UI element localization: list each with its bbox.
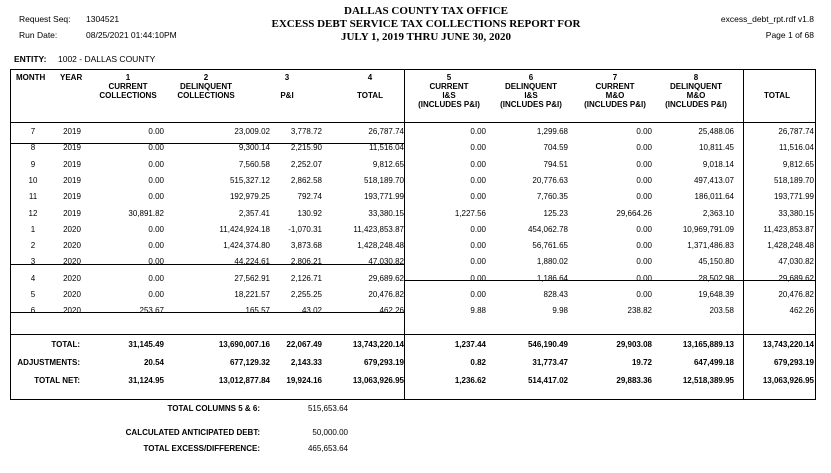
total-cols56-label: TOTAL COLUMNS 5 & 6: [167, 404, 260, 413]
cell-p-and-i: 2,215.90 [290, 143, 322, 153]
cell-current-mo: 0.00 [636, 192, 652, 202]
total-current-collections: 20.54 [143, 358, 164, 367]
total-delinquent-collections: 13,012,877.84 [218, 376, 270, 385]
total-p-and-i: 2,143.33 [290, 358, 322, 367]
report-period: JULY 1, 2019 THRU JUNE 30, 2020 [340, 31, 512, 43]
cell-month: 5 [30, 290, 36, 299]
cell-current-mo: 0.00 [636, 159, 652, 169]
cell-current-is: 0.00 [470, 127, 486, 136]
cell-month: 11 [28, 192, 38, 202]
run-date-value: 08/25/2021 01:44:10PM [86, 30, 177, 40]
cell-delinquent-mo: 45,150.80 [698, 257, 734, 267]
column-divider-4 [404, 69, 405, 400]
cell-current-collections: 0.00 [148, 143, 164, 153]
cell-delinquent-is: 1,186.64 [536, 273, 568, 283]
cell-current-collections: 0.00 [148, 224, 164, 234]
cell-delinquent-mo: 28,502.98 [698, 273, 734, 283]
col-1-header: 1 CURRENT COLLECTIONS [99, 73, 157, 100]
col-month-header: MONTH [16, 73, 46, 82]
col-7-header: 7 CURRENT M&O (INCLUDES P&I) [584, 73, 646, 109]
cell-total: 11,516.04 [369, 143, 404, 153]
cell-year: 2020 [63, 290, 81, 299]
cell-total: 20,476.82 [368, 290, 404, 299]
total-current-collections: 31,124.95 [128, 376, 164, 385]
totals-divider [10, 334, 816, 335]
cell-current-mo: 0.00 [636, 257, 652, 267]
cell-current-mo: 0.00 [636, 127, 652, 136]
cell-month: 6 [30, 306, 36, 316]
total-total: 679,293.19 [363, 358, 404, 367]
cell-p-and-i: 130.92 [297, 208, 322, 218]
cell-total: 518,189.70 [363, 175, 404, 185]
cell-grand-total: 11,423,853.87 [763, 224, 814, 234]
cell-month: 2 [30, 241, 36, 251]
cell-month: 10 [28, 175, 38, 185]
cell-year: 2019 [63, 208, 81, 218]
anticipated-debt-label: CALCULATED ANTICIPATED DEBT: [125, 428, 260, 437]
cell-p-and-i: 2,252.07 [290, 159, 322, 169]
cell-grand-total: 33,380.15 [778, 208, 814, 218]
cell-current-collections: 0.00 [148, 192, 164, 202]
cell-delinquent-is: 125.23 [543, 208, 568, 218]
cell-current-collections: 253.67 [139, 306, 164, 316]
total-delinquent-is: 31,773.47 [532, 358, 568, 367]
total-delinquent-collections: 13,690,007.16 [218, 340, 270, 349]
cell-year: 2019 [63, 159, 81, 169]
cell-year: 2019 [63, 192, 81, 202]
cell-delinquent-collections: 1,424,374.80 [223, 241, 270, 251]
cell-total: 33,380.15 [368, 208, 404, 218]
col-5-header: 5 CURRENT I&S (INCLUDES P&I) [418, 73, 480, 109]
cell-delinquent-collections: 9,300.14 [238, 143, 270, 153]
anticipated-debt-value: 50,000.00 [312, 428, 348, 437]
run-date-label: Run Date: [19, 30, 58, 40]
cell-year: 2020 [63, 257, 81, 267]
excess-difference-value: 465,653.64 [307, 444, 348, 453]
cell-delinquent-is: 1,880.02 [536, 257, 568, 267]
cell-delinquent-collections: 165.57 [245, 306, 270, 316]
cell-total: 462.26 [379, 306, 404, 316]
cell-p-and-i: -1,070.31 [288, 224, 322, 234]
cell-delinquent-is: 1,299.68 [536, 127, 568, 136]
cell-delinquent-is: 794.51 [543, 159, 568, 169]
cell-current-collections: 0.00 [148, 273, 164, 283]
cell-grand-total: 20,476.82 [778, 290, 814, 299]
cell-delinquent-collections: 11,424,924.18 [219, 224, 270, 234]
totals-row-label: TOTAL NET: [34, 376, 80, 385]
cell-delinquent-mo: 9,018.14 [702, 159, 734, 169]
totals-row-label: ADJUSTMENTS: [17, 358, 80, 367]
page-number: Page 1 of 68 [765, 30, 814, 40]
cell-total: 1,428,248.48 [357, 241, 404, 251]
cell-current-mo: 0.00 [636, 273, 652, 283]
total-grand-total: 13,743,220.14 [762, 340, 814, 349]
cell-delinquent-mo: 186,011.64 [694, 192, 734, 202]
cell-p-and-i: 43.02 [301, 306, 322, 316]
cell-grand-total: 1,428,248.48 [767, 241, 814, 251]
cell-delinquent-mo: 10,969,791.09 [682, 224, 734, 234]
totals-row-label: TOTAL: [51, 340, 80, 349]
cell-p-and-i: 2,806.21 [290, 257, 322, 267]
header-divider [10, 122, 816, 123]
cell-delinquent-collections: 23,009.02 [234, 127, 270, 136]
cell-month: 7 [30, 127, 36, 136]
cell-grand-total: 518,189.70 [773, 175, 814, 185]
col-total-header: TOTAL [764, 91, 790, 100]
cell-p-and-i: 792.74 [297, 192, 322, 202]
cell-grand-total: 26,787.74 [778, 127, 814, 136]
cell-delinquent-is: 7,760.35 [536, 192, 568, 202]
cell-current-mo: 238.82 [627, 306, 652, 316]
col-8-header: 8 DELINQUENT M&O (INCLUDES P&I) [665, 73, 727, 109]
cell-year: 2020 [63, 306, 81, 316]
cell-delinquent-is: 828.43 [543, 290, 568, 299]
cell-delinquent-collections: 44,224.61 [234, 257, 270, 267]
cell-delinquent-mo: 25,488.06 [698, 127, 734, 136]
request-seq-value: 1304521 [86, 14, 120, 24]
cell-current-mo: 0.00 [636, 241, 652, 251]
cell-delinquent-is: 20,776.63 [532, 175, 568, 185]
cell-grand-total: 47,030.82 [778, 257, 814, 267]
report-file: excess_debt_rpt.rdf v1.8 [720, 14, 814, 24]
cell-p-and-i: 2,255.25 [290, 290, 322, 299]
cell-delinquent-mo: 2,363.10 [702, 208, 734, 218]
cell-delinquent-collections: 2,357.41 [238, 208, 270, 218]
cell-total: 193,771.99 [363, 192, 404, 202]
total-current-mo: 19.72 [631, 358, 652, 367]
cell-current-collections: 0.00 [148, 175, 164, 185]
col-2-header: 2 DELINQUENT COLLECTIONS [177, 73, 235, 100]
cell-year: 2020 [63, 273, 81, 283]
cell-current-is: 9.88 [470, 306, 486, 316]
cell-current-mo: 0.00 [636, 290, 652, 299]
cell-current-mo: 29,664.26 [616, 208, 652, 218]
cell-total: 47,030.82 [368, 257, 404, 267]
total-current-collections: 31,145.49 [128, 340, 164, 349]
cell-total: 11,423,853.87 [353, 224, 404, 234]
total-delinquent-collections: 677,129.32 [229, 358, 270, 367]
total-delinquent-mo: 647,499.18 [693, 358, 734, 367]
cell-current-is: 0.00 [470, 273, 486, 283]
report-title: EXCESS DEBT SERVICE TAX COLLECTIONS REPORT FOR [271, 18, 581, 30]
cell-current-collections: 0.00 [148, 127, 164, 136]
cell-delinquent-collections: 27,562.91 [234, 273, 270, 283]
total-delinquent-is: 514,417.02 [527, 376, 568, 385]
cell-current-is: 0.00 [470, 159, 486, 169]
total-total: 13,063,926.95 [352, 376, 404, 385]
cell-current-is: 0.00 [470, 290, 486, 299]
cell-total: 29,689.62 [368, 273, 404, 283]
col-6-header: 6 DELINQUENT I&S (INCLUDES P&I) [500, 73, 562, 109]
cell-delinquent-is: 704.59 [543, 143, 568, 153]
cell-current-is: 0.00 [470, 257, 486, 267]
total-delinquent-is: 546,190.49 [527, 340, 568, 349]
cell-current-is: 0.00 [470, 175, 486, 185]
col-3-header: 3 P&I [280, 73, 294, 100]
col-4-header: 4 TOTAL [357, 73, 383, 100]
cell-current-is: 0.00 [470, 143, 486, 153]
cell-current-collections: 0.00 [148, 257, 164, 267]
cell-current-mo: 0.00 [636, 143, 652, 153]
cell-grand-total: 11,516.04 [779, 143, 814, 153]
cell-current-is: 1,227.56 [454, 208, 486, 218]
total-current-mo: 29,883.36 [616, 376, 652, 385]
total-p-and-i: 22,067.49 [286, 340, 322, 349]
cell-p-and-i: 3,873.68 [290, 241, 322, 251]
cell-delinquent-mo: 1,371,486.83 [687, 241, 734, 251]
cell-year: 2020 [63, 241, 81, 251]
cell-p-and-i: 2,126.71 [290, 273, 322, 283]
total-grand-total: 13,063,926.95 [762, 376, 814, 385]
cell-delinquent-collections: 515,327.12 [229, 175, 270, 185]
cell-total: 9,812.65 [372, 159, 404, 169]
cell-current-is: 0.00 [470, 192, 486, 202]
cell-p-and-i: 2,862.58 [290, 175, 322, 185]
cell-month: 1 [30, 224, 36, 234]
total-current-is: 1,237.44 [454, 340, 486, 349]
cell-year: 2019 [63, 143, 81, 153]
cell-delinquent-is: 9.98 [552, 306, 568, 316]
cell-month: 8 [30, 143, 36, 153]
total-grand-total: 679,293.19 [773, 358, 814, 367]
cell-total: 26,787.74 [368, 127, 404, 136]
total-current-mo: 29,903.08 [616, 340, 652, 349]
total-delinquent-mo: 12,518,389.95 [682, 376, 734, 385]
total-delinquent-mo: 13,165,889.13 [682, 340, 734, 349]
cell-current-collections: 0.00 [148, 241, 164, 251]
cell-current-collections: 0.00 [148, 290, 164, 299]
office-title: DALLAS COUNTY TAX OFFICE [344, 5, 508, 17]
entity-value: 1002 - DALLAS COUNTY [58, 54, 156, 64]
total-current-is: 0.82 [470, 358, 486, 367]
cell-month: 3 [30, 257, 36, 267]
cell-year: 2019 [63, 127, 81, 136]
cell-month: 12 [28, 208, 38, 218]
cell-current-mo: 0.00 [636, 224, 652, 234]
total-current-is: 1,236.62 [454, 376, 486, 385]
total-cols56-value: 515,653.64 [307, 404, 348, 413]
cell-current-collections: 0.00 [148, 159, 164, 169]
cell-month: 9 [30, 159, 36, 169]
cell-delinquent-collections: 18,221.57 [234, 290, 270, 299]
cell-month: 4 [30, 273, 36, 283]
cell-grand-total: 193,771.99 [773, 192, 814, 202]
excess-difference-label: TOTAL EXCESS/DIFFERENCE: [143, 444, 260, 453]
cell-p-and-i: 3,778.72 [290, 127, 322, 136]
cell-delinquent-collections: 7,560.58 [238, 159, 270, 169]
cell-delinquent-is: 56,761.65 [532, 241, 568, 251]
cell-current-mo: 0.00 [636, 175, 652, 185]
cell-delinquent-mo: 10,811.45 [699, 143, 734, 153]
cell-grand-total: 9,812.65 [782, 159, 814, 169]
cell-delinquent-mo: 19,648.39 [698, 290, 734, 299]
request-seq-label: Request Seq: [19, 14, 71, 24]
cell-delinquent-collections: 192,979.25 [229, 192, 270, 202]
total-p-and-i: 19,924.16 [286, 376, 322, 385]
total-total: 13,743,220.14 [352, 340, 404, 349]
report-table-frame [10, 69, 816, 400]
cell-delinquent-mo: 497,413.07 [693, 175, 734, 185]
cell-grand-total: 462.26 [789, 306, 814, 316]
cell-delinquent-is: 454,062.78 [527, 224, 568, 234]
entity-label: ENTITY: [14, 54, 47, 64]
cell-year: 2019 [63, 175, 81, 185]
col-year-header: YEAR [60, 73, 83, 82]
column-divider-8 [743, 69, 744, 400]
cell-grand-total: 29,689.62 [778, 273, 814, 283]
cell-current-is: 0.00 [470, 241, 486, 251]
cell-current-is: 0.00 [470, 224, 486, 234]
cell-year: 2020 [63, 224, 81, 234]
cell-delinquent-mo: 203.58 [709, 306, 734, 316]
cell-current-collections: 30,891.82 [128, 208, 164, 218]
